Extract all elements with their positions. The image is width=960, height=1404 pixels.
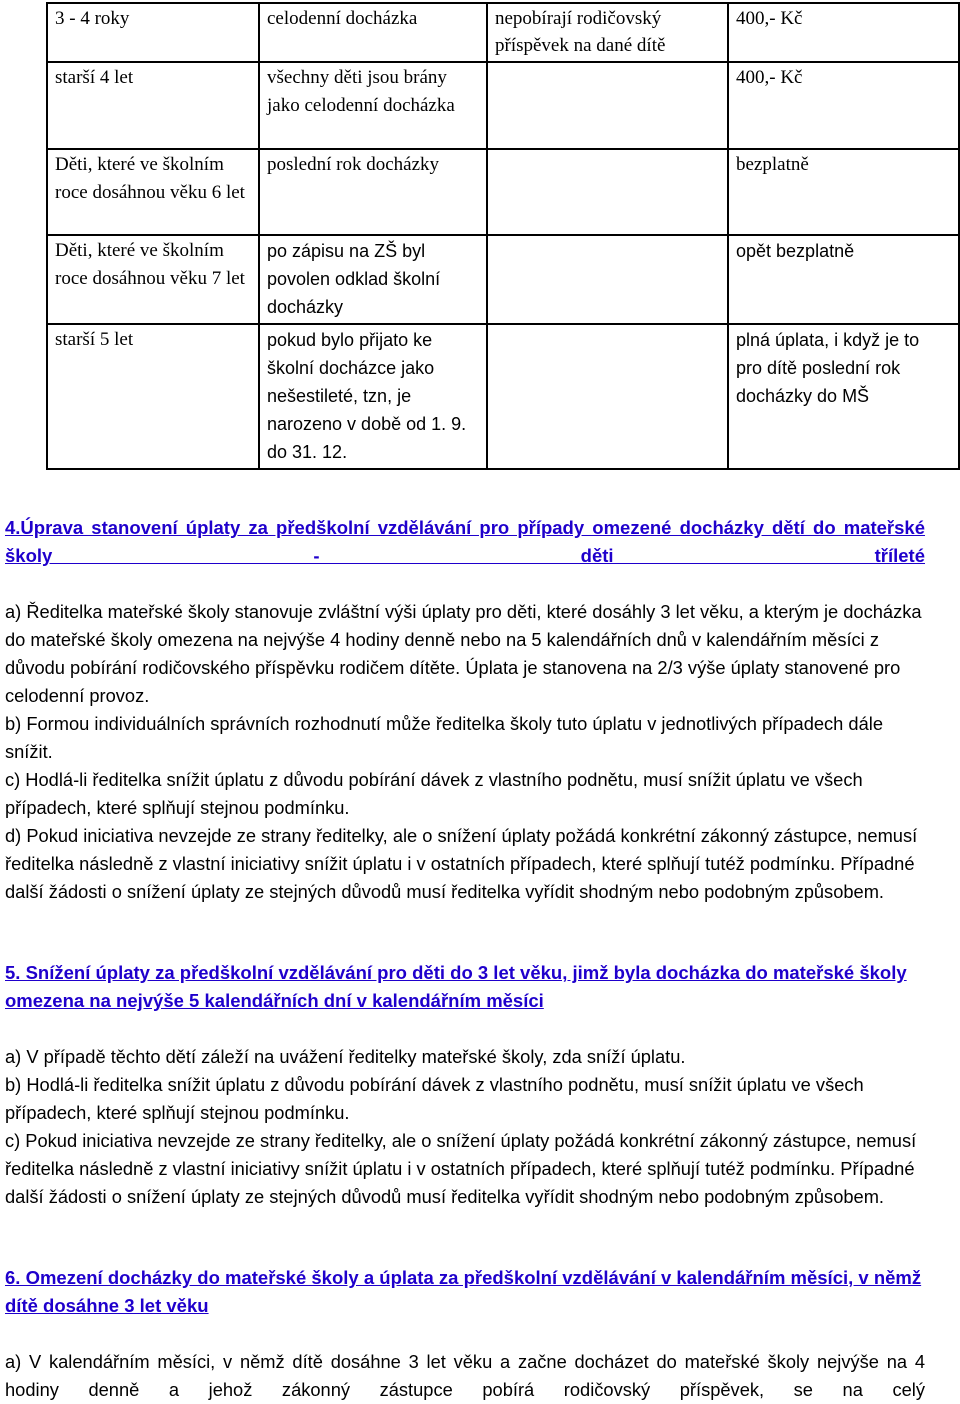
section-6 [5, 1264, 925, 1404]
table-cell: 400,- Kč [728, 62, 959, 149]
section-4-heading: 4.Úprava stanovení úplaty za předškolní vzdělávání pro případy omezené docházky dětí do mateřské školy - děti tříleté [5, 517, 925, 566]
table-cell: všechny děti jsou brány jako celodenní docházka [259, 62, 487, 149]
section-5 [5, 959, 925, 1211]
table-cell: pokud bylo přijato ke školní docházce jako nešestileté, tzn, je narozeno v době od 1. 9. do 31. 12. [259, 324, 487, 469]
table-cell: starší 5 let [47, 324, 259, 469]
table-cell: 3 - 4 roky [47, 3, 259, 62]
fee-table [46, 2, 960, 470]
table-cell [487, 62, 728, 149]
paragraph: a) V případě těchto dětí záleží na uvážení ředitelky mateřské školy, zda sníží úplatu. [5, 1046, 686, 1067]
table-cell [487, 324, 728, 469]
table-row [47, 235, 959, 324]
section-5-heading: 5. Snížení úplaty za předškolní vzdělávání pro děti do 3 let věku, jimž byla docházka do mateřské školy omezena na nejvýše 5 kalendářních dní v kalendářním měsíci [5, 962, 907, 1011]
table-cell: 400,- Kč [728, 3, 959, 62]
paragraph: b) Formou individuálních správních rozhodnutí může ředitelka školy tuto úplatu v jednotlivých případech dále snížit. [5, 713, 883, 762]
table-cell: Děti, které ve školním roce dosáhnou věku 7 let [47, 235, 259, 324]
table-cell: celodenní docházka [259, 3, 487, 62]
table-row [47, 324, 959, 469]
table-row [47, 62, 959, 149]
paragraph: a) Ředitelka mateřské školy stanovuje zvláštní výši úplaty pro děti, které dosáhly 3 let věku, a kterým je docházka do mateřské školy omezena na nejvýše 4 hodiny denně nebo na 5 kalendářních dnů v kalendářním měsíci z důvodu pobírání rodičovského příspěvku rodičem dítěte. Úplata je stanovena na 2/3 výše úplaty stanovené pro celodenní provoz. [5, 601, 922, 706]
table-cell: poslední rok docházky [259, 149, 487, 235]
table-cell [487, 149, 728, 235]
table-row [47, 3, 959, 62]
table-cell: opět bezplatně [728, 235, 959, 324]
table-cell: Děti, které ve školním roce dosáhnou věku 6 let [47, 149, 259, 235]
paragraph: c) Hodlá-li ředitelka snížit úplatu z důvodu pobírání dávek z vlastního podnětu, musí snížit úplatu ve všech případech, které splňují stejnou podmínku. [5, 769, 863, 818]
table-cell: po zápisu na ZŠ byl povolen odklad školní docházky [259, 235, 487, 324]
paragraph: d) Pokud iniciativa nevzejde ze strany ředitelky, ale o snížení úplaty požádá konkrétní zákonný zástupce, nemusí ředitelka následně z vlastní iniciativy snížit úplatu i v ostatních případech, které splňují tutéž podmínku. Případné další žádosti o snížení úplaty ze stejných důvodů musí ředitelka vyřídit shodným nebo podobným způsobem. [5, 825, 918, 902]
section-4 [5, 514, 925, 906]
paragraph: a) V kalendářním měsíci, v němž dítě dosáhne 3 let věku a začne docházet do mateřské školy nejvýše na 4 hodiny denně a jehož zákonný zástupce pobírá rodičovský příspěvek, se na celý [5, 1351, 925, 1400]
table-row [47, 149, 959, 235]
table-cell: bezplatně [728, 149, 959, 235]
paragraph: b) Hodlá-li ředitelka snížit úplatu z důvodu pobírání dávek z vlastního podnětu, musí snížit úplatu ve všech případech, které splňují stejnou podmínku. [5, 1074, 864, 1123]
paragraph: c) Pokud iniciativa nevzejde ze strany ředitelky, ale o snížení úplaty požádá konkrétní zákonný zástupce, nemusí ředitelka následně z vlastní iniciativy snížit úplatu i v ostatních případech, které splňují tutéž podmínku. Případné další žádosti o snížení úplaty ze stejných důvodů musí ředitelka vyřídit shodným nebo podobným způsobem. [5, 1130, 917, 1207]
section-6-heading: 6. Omezení docházky do mateřské školy a úplata za předškolní vzdělávání v kalendářním měsíci, v němž dítě dosáhne 3 let věku [5, 1267, 922, 1316]
table-cell: nepobírají rodičovský příspěvek na dané dítě [487, 3, 728, 62]
table-cell [487, 235, 728, 324]
table-cell: plná úplata, i když je to pro dítě poslední rok docházky do MŠ [728, 324, 959, 469]
table-cell: starší 4 let [47, 62, 259, 149]
